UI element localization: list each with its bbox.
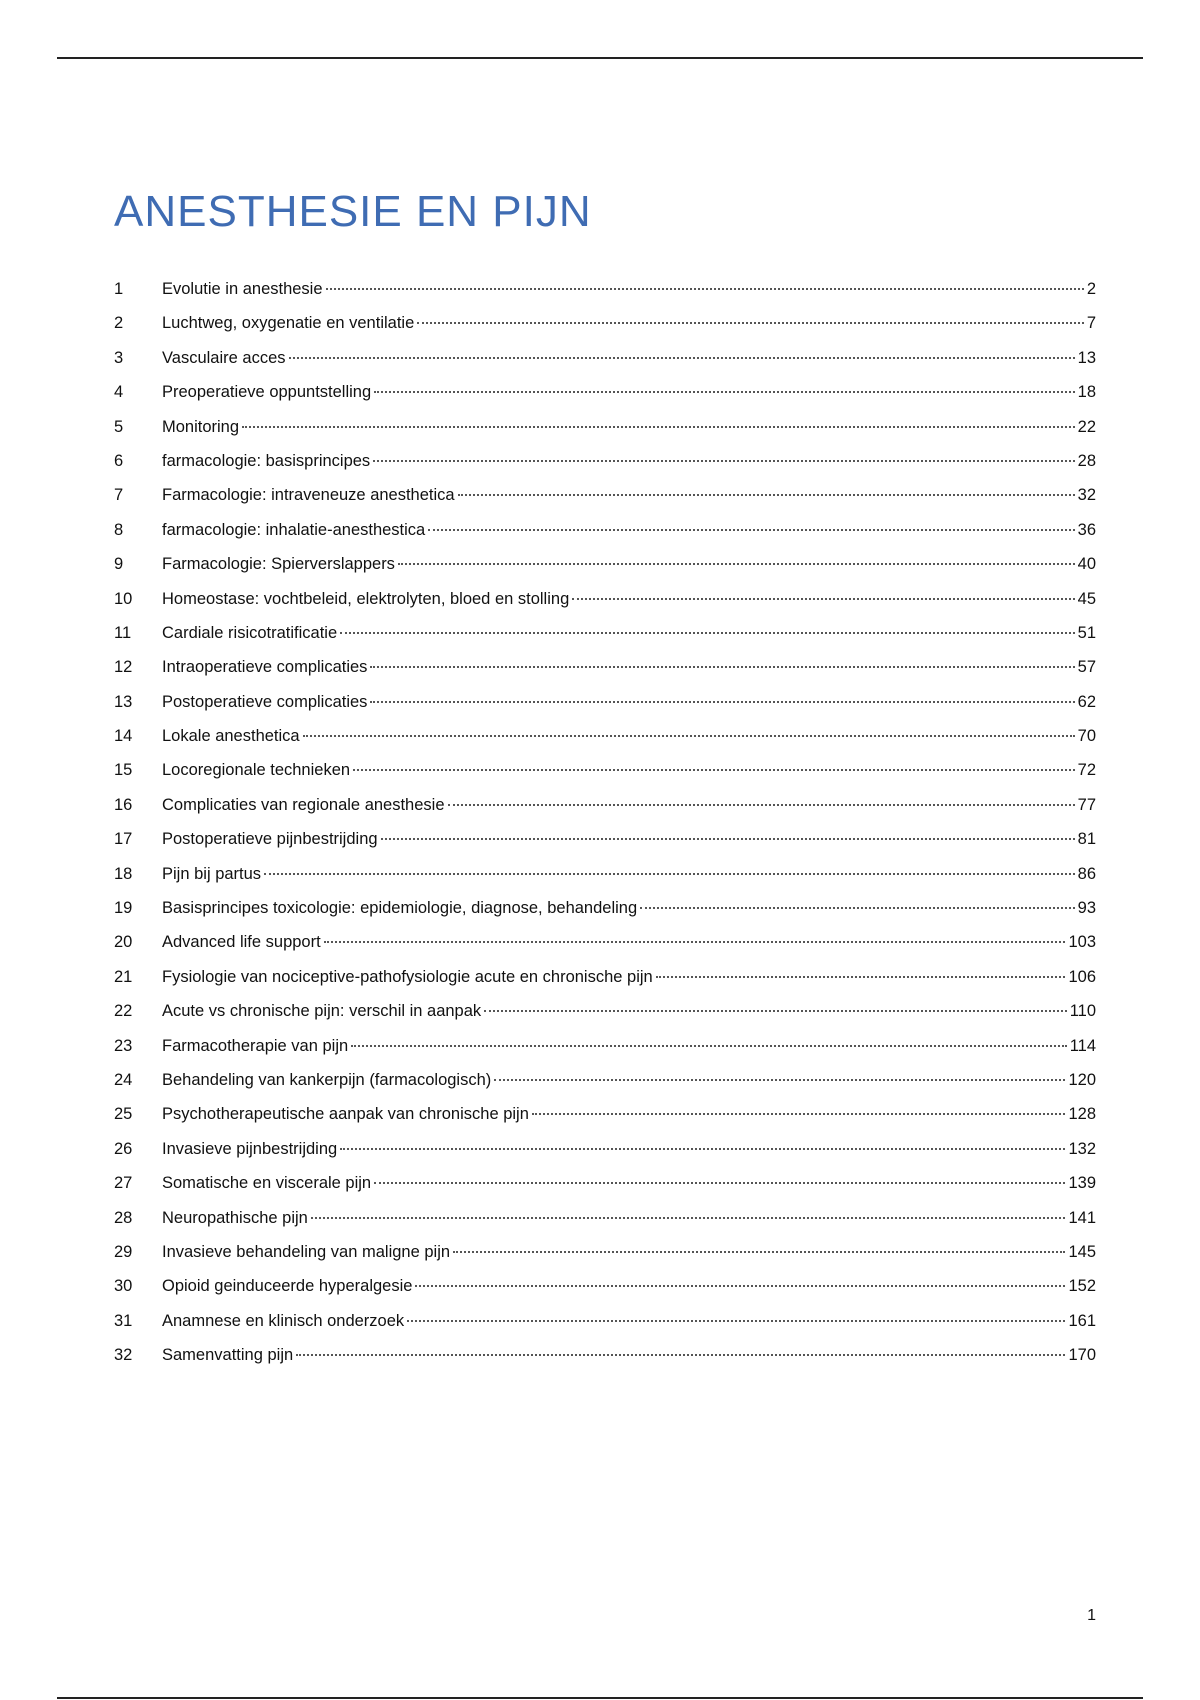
toc-entry-label[interactable]: Preoperatieve oppuntstelling xyxy=(162,383,372,402)
toc-entry-label[interactable]: Invasieve behandeling van maligne pijn xyxy=(162,1242,451,1261)
toc-entry-page[interactable]: 145 xyxy=(1068,1242,1096,1261)
toc-dot-leader xyxy=(494,1079,1065,1081)
toc-entry-page[interactable]: 86 xyxy=(1077,864,1096,883)
toc-entry[interactable] xyxy=(114,308,1096,342)
toc-dot-leader xyxy=(340,632,1074,634)
toc-entry-label[interactable]: Fysiologie van nociceptive-pathofysiologie acute en chronische pijn xyxy=(162,967,653,986)
toc-entry-number: 4 xyxy=(114,383,124,402)
toc-entry-page[interactable]: 152 xyxy=(1068,1277,1096,1296)
toc-entry[interactable] xyxy=(114,480,1096,514)
toc-entry[interactable] xyxy=(114,824,1096,858)
toc-entry-label[interactable]: Advanced life support xyxy=(162,933,321,952)
toc-dot-leader xyxy=(417,322,1084,324)
toc-entry-number: 14 xyxy=(114,727,133,746)
toc-entry[interactable] xyxy=(114,687,1096,721)
toc-dot-leader xyxy=(448,804,1075,806)
toc-entry[interactable] xyxy=(114,859,1096,893)
toc-dot-leader xyxy=(351,1045,1067,1047)
toc-entry-label[interactable]: Postoperatieve complicaties xyxy=(162,692,368,711)
toc-dot-leader xyxy=(453,1251,1065,1253)
toc-dot-leader xyxy=(303,735,1075,737)
toc-dot-leader xyxy=(484,1010,1067,1012)
toc-entry-label[interactable]: Cardiale risicotratificatie xyxy=(162,623,338,642)
toc-entry[interactable] xyxy=(114,549,1096,583)
toc-entry-page[interactable]: 57 xyxy=(1077,658,1096,677)
toc-dot-leader xyxy=(656,976,1066,978)
toc-entry[interactable] xyxy=(114,1237,1096,1271)
toc-entry-page[interactable]: 77 xyxy=(1077,795,1096,814)
toc-entry-label[interactable]: Neuropathische pijn xyxy=(162,1208,308,1227)
toc-entry-number: 20 xyxy=(114,933,133,952)
toc-entry[interactable] xyxy=(114,618,1096,652)
toc-entry-label[interactable]: Behandeling van kankerpijn (farmacologisch) xyxy=(162,1070,492,1089)
toc-entry-page[interactable]: 110 xyxy=(1069,1002,1096,1021)
toc-entry-label[interactable]: farmacologie: inhalatie-anesthestica xyxy=(162,520,426,539)
toc-dot-leader xyxy=(398,563,1075,565)
toc-entry-number: 27 xyxy=(114,1174,133,1193)
toc-entry-label[interactable]: Samenvatting pijn xyxy=(162,1346,294,1365)
toc-entry[interactable] xyxy=(114,1271,1096,1305)
toc-entry-page[interactable]: 170 xyxy=(1068,1346,1096,1365)
page-number: 1 xyxy=(1087,1607,1096,1624)
toc-dot-leader xyxy=(458,494,1075,496)
toc-entry-number: 29 xyxy=(114,1242,133,1261)
toc-entry-page[interactable]: 40 xyxy=(1077,555,1096,574)
toc-entry-label[interactable]: Vasculaire acces xyxy=(162,348,286,367)
toc-entry-label[interactable]: Psychotherapeutische aanpak van chronische pijn xyxy=(162,1105,529,1124)
toc-dot-leader xyxy=(324,941,1066,943)
toc-dot-leader xyxy=(311,1217,1066,1219)
toc-entry-page[interactable]: 128 xyxy=(1068,1105,1096,1124)
toc-entry-label[interactable]: Farmacologie: intraveneuze anesthetica xyxy=(162,486,455,505)
toc-dot-leader xyxy=(326,288,1084,290)
toc-entry-number: 2 xyxy=(114,314,124,333)
toc-entry-number: 11 xyxy=(114,623,132,642)
table-of-contents xyxy=(114,274,1096,1375)
toc-dot-leader xyxy=(264,873,1075,875)
toc-entry-label[interactable]: Farmacologie: Spierverslappers xyxy=(162,555,395,574)
toc-entry-number: 3 xyxy=(114,348,124,367)
toc-entry-page[interactable]: 18 xyxy=(1077,383,1096,402)
toc-entry[interactable] xyxy=(114,446,1096,480)
toc-dot-leader xyxy=(374,1182,1065,1184)
toc-entry-label[interactable]: Evolutie in anesthesie xyxy=(162,280,323,298)
toc-entry-page[interactable]: 13 xyxy=(1077,348,1096,367)
toc-entry-page[interactable]: 141 xyxy=(1068,1208,1096,1227)
toc-entry-number: 26 xyxy=(114,1139,133,1158)
toc-entry[interactable] xyxy=(114,377,1096,411)
toc-entry-page[interactable]: 106 xyxy=(1068,967,1096,986)
toc-entry[interactable] xyxy=(114,1306,1096,1340)
toc-entry[interactable] xyxy=(114,1340,1096,1374)
toc-entry-page[interactable]: 2 xyxy=(1086,280,1096,298)
toc-dot-leader xyxy=(373,460,1074,462)
toc-entry-page[interactable]: 62 xyxy=(1077,692,1096,711)
toc-entry-number: 19 xyxy=(114,899,133,918)
toc-entry-page[interactable]: 72 xyxy=(1077,761,1096,780)
toc-dot-leader xyxy=(381,838,1075,840)
toc-dot-leader xyxy=(289,357,1075,359)
toc-entry-label[interactable]: Invasieve pijnbestrijding xyxy=(162,1139,338,1158)
toc-entry[interactable] xyxy=(114,274,1096,308)
toc-entry-label[interactable]: Opioid geinduceerde hyperalgesie xyxy=(162,1277,413,1296)
toc-entry-page[interactable]: 139 xyxy=(1068,1174,1096,1193)
toc-dot-leader xyxy=(415,1285,1065,1287)
toc-entry-page[interactable]: 81 xyxy=(1077,830,1096,849)
toc-entry-page[interactable]: 22 xyxy=(1077,417,1096,436)
toc-dot-leader xyxy=(340,1148,1065,1150)
toc-entry-number: 5 xyxy=(114,417,124,436)
toc-entry[interactable] xyxy=(114,996,1096,1030)
toc-entry-number: 28 xyxy=(114,1208,133,1227)
toc-entry[interactable] xyxy=(114,1031,1096,1065)
toc-entry-page[interactable]: 132 xyxy=(1068,1139,1096,1158)
toc-entry[interactable] xyxy=(114,1099,1096,1133)
toc-entry-number: 31 xyxy=(114,1311,133,1330)
toc-entry-page[interactable]: 51 xyxy=(1077,623,1096,642)
toc-entry-number: 18 xyxy=(114,864,133,883)
toc-entry-number: 17 xyxy=(114,830,133,849)
toc-entry-page[interactable]: 161 xyxy=(1068,1311,1096,1330)
toc-entry-number: 22 xyxy=(114,1002,133,1021)
toc-dot-leader xyxy=(370,666,1074,668)
toc-entry-number: 6 xyxy=(114,451,124,470)
toc-entry-number: 12 xyxy=(114,658,133,677)
toc-entry-page[interactable]: 93 xyxy=(1077,899,1096,918)
toc-entry[interactable] xyxy=(114,1203,1096,1237)
toc-entry-page[interactable]: 32 xyxy=(1077,486,1096,505)
toc-entry-label[interactable]: Farmacotherapie van pijn xyxy=(162,1036,349,1055)
toc-entry-label[interactable]: Complicaties van regionale anesthesie xyxy=(162,795,445,814)
toc-entry-page[interactable]: 28 xyxy=(1077,451,1096,470)
document-title: ANESTHESIE EN PIJN xyxy=(114,187,592,236)
toc-entry-number: 15 xyxy=(114,761,133,780)
toc-entry-label[interactable]: Somatische en viscerale pijn xyxy=(162,1174,372,1193)
toc-entry[interactable] xyxy=(114,962,1096,996)
toc-entry[interactable] xyxy=(114,412,1096,446)
toc-entry-page[interactable]: 45 xyxy=(1077,589,1096,608)
toc-entry[interactable] xyxy=(114,652,1096,686)
toc-entry[interactable] xyxy=(114,927,1096,961)
toc-dot-leader xyxy=(572,598,1074,600)
toc-entry[interactable] xyxy=(114,584,1096,618)
toc-entry-label[interactable]: Postoperatieve pijnbestrijding xyxy=(162,830,378,849)
toc-entry[interactable] xyxy=(114,1134,1096,1168)
toc-entry[interactable] xyxy=(114,1168,1096,1202)
toc-entry-page[interactable]: 114 xyxy=(1069,1036,1096,1055)
toc-entry[interactable] xyxy=(114,893,1096,927)
toc-entry-label[interactable]: Luchtweg, oxygenatie en ventilatie xyxy=(162,314,415,333)
toc-entry-number: 7 xyxy=(114,486,124,505)
toc-entry-number: 24 xyxy=(114,1070,133,1089)
toc-entry-label[interactable]: farmacologie: basisprincipes xyxy=(162,451,371,470)
footer-rule xyxy=(57,1697,1143,1699)
toc-entry-page[interactable]: 7 xyxy=(1086,314,1096,333)
header-rule xyxy=(57,57,1143,59)
toc-entry[interactable] xyxy=(114,1065,1096,1099)
toc-entry-label[interactable]: Homeostase: vochtbeleid, elektrolyten, bloed en stolling xyxy=(162,589,570,608)
toc-entry[interactable] xyxy=(114,755,1096,789)
toc-entry-label[interactable]: Acute vs chronische pijn: verschil in aanpak xyxy=(162,1002,482,1021)
toc-dot-leader xyxy=(242,426,1075,428)
toc-dot-leader xyxy=(532,1113,1066,1115)
toc-dot-leader xyxy=(640,907,1074,909)
toc-dot-leader xyxy=(428,529,1074,531)
toc-entry-page[interactable]: 120 xyxy=(1068,1070,1096,1089)
toc-entry-page[interactable]: 70 xyxy=(1077,727,1096,746)
toc-entry-label[interactable]: Basisprincipes toxicologie: epidemiologie, diagnose, behandeling xyxy=(162,899,638,918)
toc-entry-label[interactable]: Anamnese en klinisch onderzoek xyxy=(162,1311,405,1330)
toc-entry[interactable] xyxy=(114,790,1096,824)
toc-dot-leader xyxy=(296,1354,1065,1356)
toc-entry-label[interactable]: Pijn bij partus xyxy=(162,864,262,883)
toc-entry-page[interactable]: 36 xyxy=(1077,520,1096,539)
toc-dot-leader xyxy=(407,1320,1065,1322)
toc-entry-label[interactable]: Monitoring xyxy=(162,417,240,436)
toc-entry[interactable] xyxy=(114,515,1096,549)
toc-entry-number: 9 xyxy=(114,555,124,574)
toc-entry-label[interactable]: Locoregionale technieken xyxy=(162,761,351,780)
toc-entry-number: 10 xyxy=(114,589,133,608)
toc-entry-number: 25 xyxy=(114,1105,133,1124)
toc-dot-leader xyxy=(370,701,1074,703)
toc-entry-number: 21 xyxy=(114,967,133,986)
toc-entry-label[interactable]: Lokale anesthetica xyxy=(162,727,300,746)
toc-entry-number: 8 xyxy=(114,520,124,539)
toc-entry-label[interactable]: Intraoperatieve complicaties xyxy=(162,658,368,677)
toc-entry-number: 13 xyxy=(114,692,133,711)
toc-entry-number: 32 xyxy=(114,1346,133,1365)
toc-entry-number: 30 xyxy=(114,1277,133,1296)
toc-entry-number: 1 xyxy=(114,280,124,298)
toc-entry[interactable] xyxy=(114,721,1096,755)
toc-dot-leader xyxy=(353,769,1075,771)
toc-entry-number: 23 xyxy=(114,1036,133,1055)
toc-entry-page[interactable]: 103 xyxy=(1068,933,1096,952)
toc-entry-number: 16 xyxy=(114,795,133,814)
toc-dot-leader xyxy=(374,391,1074,393)
toc-entry[interactable] xyxy=(114,343,1096,377)
